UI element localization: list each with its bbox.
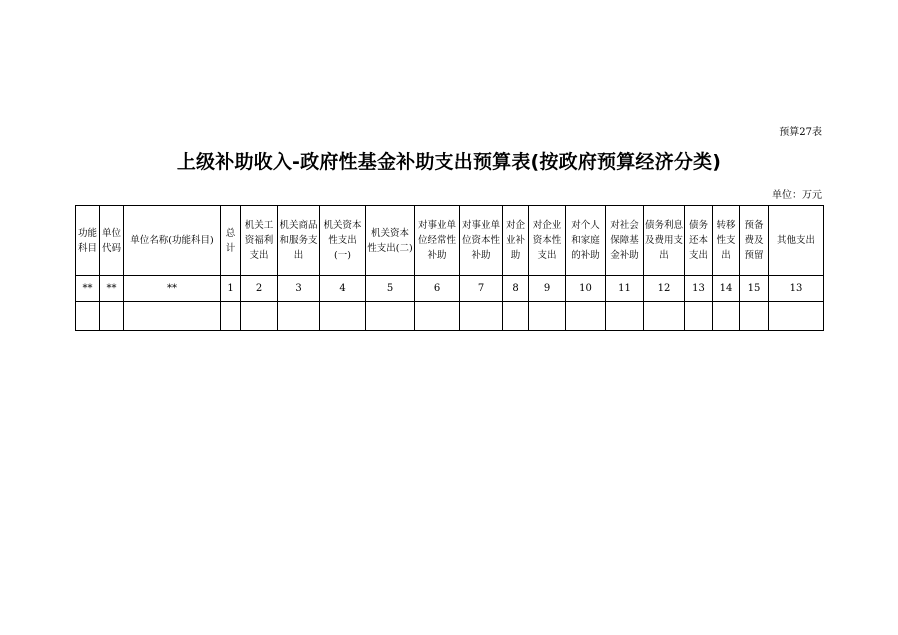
header-cell: 对事业单位资本性补助 [460, 206, 503, 276]
header-cell: 对企业资本性支出 [529, 206, 566, 276]
table-number-row [76, 276, 824, 302]
header-cell: 机关商品和服务支出 [278, 206, 320, 276]
number-cell: 13 [769, 276, 824, 302]
page-title: 上级补助收入-政府性基金补助支出预算表(按政府预算经济分类) [176, 151, 722, 173]
header-cell: 对个人和家庭的补助 [566, 206, 606, 276]
number-cell: 4 [320, 276, 366, 302]
table-row [76, 302, 824, 331]
table-cell [100, 302, 124, 331]
table-cell [503, 302, 529, 331]
header-cell: 对企业补助 [503, 206, 529, 276]
header-cell: 机关资本性支出(二) [366, 206, 415, 276]
table-cell [320, 302, 366, 331]
table-cell [124, 302, 221, 331]
header-cell: 单位名称(功能科目) [124, 206, 221, 276]
header-cell: 债务利息及费用支出 [644, 206, 685, 276]
table-cell [769, 302, 824, 331]
table-cell [76, 302, 100, 331]
number-cell: 9 [529, 276, 566, 302]
header-cell: 债务还本支出 [685, 206, 713, 276]
header-cell: 预备费及预留 [740, 206, 769, 276]
table-cell [366, 302, 415, 331]
unit-label: 单位：万元 [772, 190, 822, 201]
header-cell: 单位代码 [100, 206, 124, 276]
number-cell: ** [100, 276, 124, 302]
table-cell [221, 302, 241, 331]
number-cell: 10 [566, 276, 606, 302]
table-cell [460, 302, 503, 331]
header-cell: 机关工资福利支出 [241, 206, 278, 276]
number-cell: 14 [713, 276, 740, 302]
table-cell [685, 302, 713, 331]
header-cell: 总计 [221, 206, 241, 276]
header-cell: 转移性支出 [713, 206, 740, 276]
header-cell: 机关资本性支出(一) [320, 206, 366, 276]
table-cell [415, 302, 460, 331]
number-cell: 13 [685, 276, 713, 302]
table-cell [566, 302, 606, 331]
number-cell: 2 [241, 276, 278, 302]
number-cell: ** [124, 276, 221, 302]
number-cell: 7 [460, 276, 503, 302]
table-cell [740, 302, 769, 331]
number-cell: 8 [503, 276, 529, 302]
number-cell: 5 [366, 276, 415, 302]
table-cell [606, 302, 644, 331]
number-cell: 3 [278, 276, 320, 302]
table-cell [278, 302, 320, 331]
number-cell: 6 [415, 276, 460, 302]
form-number: 预算27表 [779, 127, 822, 138]
header-cell: 对事业单位经常性补助 [415, 206, 460, 276]
table-header-row [76, 206, 824, 276]
number-cell: 15 [740, 276, 769, 302]
header-cell: 其他支出 [769, 206, 824, 276]
table-cell [644, 302, 685, 331]
table-cell [241, 302, 278, 331]
number-cell: ** [76, 276, 100, 302]
number-cell: 11 [606, 276, 644, 302]
header-cell: 功能科目 [76, 206, 100, 276]
number-cell: 12 [644, 276, 685, 302]
budget-table [75, 205, 824, 331]
table-cell [713, 302, 740, 331]
number-cell: 1 [221, 276, 241, 302]
table-cell [529, 302, 566, 331]
header-cell: 对社会保障基金补助 [606, 206, 644, 276]
